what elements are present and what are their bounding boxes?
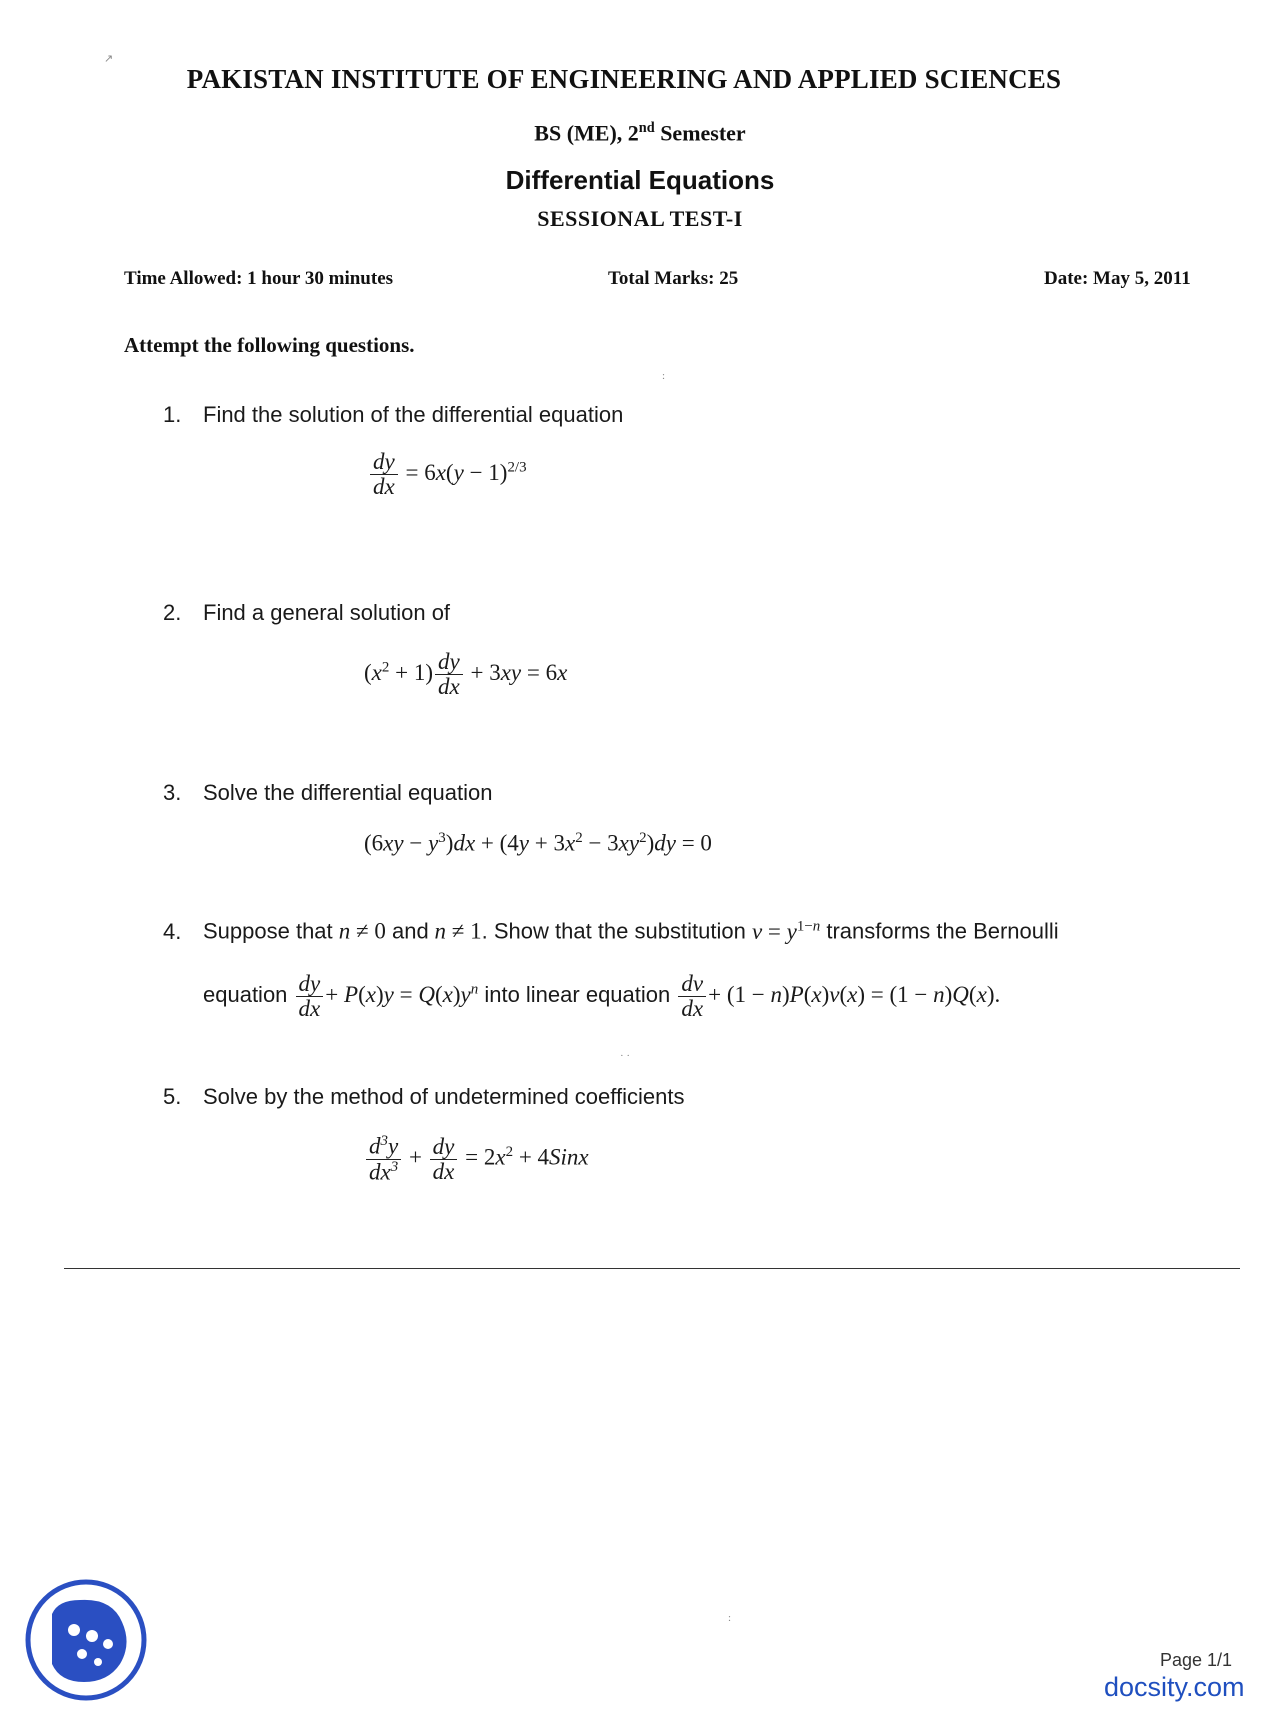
divider-line bbox=[64, 1268, 1240, 1269]
scan-speck: · · bbox=[620, 1050, 631, 1062]
equation-1: $\frac{dy}{dx}$ = $6x(y - 1)^{2/3}$ bbox=[368, 450, 527, 499]
question-3: 3. Solve the differential equation bbox=[163, 780, 493, 805]
program-line: BS (ME), 2nd Semester bbox=[534, 120, 746, 146]
equation-3: $(6xy - y^3)dx + (4y + 3x^2 - 3xy^2)dy = 0$ bbox=[364, 830, 712, 856]
question-4-line-2: equation $\frac{dy}{dx}$ + $P(x)y = Q(x)y^n$ into linear equation $\frac{dv}{dx}$ + (1 − n)P(x)v(x) = (1 − n)Q(x). bbox=[203, 971, 1001, 1022]
question-1: 1. Find the solution of the differential equation bbox=[163, 402, 624, 427]
question-4: 4. Suppose that n ≠ 0 and n ≠ 1. Show that the substitution $v = y^{1-n}$ transforms the Bernoulli bbox=[163, 918, 1059, 944]
test-title: SESSIONAL TEST-I bbox=[537, 206, 743, 231]
question-5: 5. Solve by the method of undetermined coefficients bbox=[163, 1084, 685, 1109]
subject-title: Differential Equations bbox=[505, 165, 775, 195]
scan-speck: : bbox=[728, 1612, 732, 1624]
equation-5: $\frac{d^3y}{dx^3}$ + $\frac{dy}{dx}$ = $2x^2$ + 4Sinx bbox=[364, 1134, 589, 1185]
instructions: Attempt the following questions. bbox=[124, 333, 415, 357]
equation-2: $(x^2 + 1)$ $\frac{dy}{dx}$ + 3xy = 6x bbox=[364, 649, 568, 700]
scan-speck: : bbox=[662, 370, 666, 382]
docsity-logo-icon bbox=[24, 1578, 148, 1702]
exam-date: Date: May 5, 2011 bbox=[1044, 268, 1191, 289]
total-marks: Total Marks: 25 bbox=[608, 268, 739, 289]
brand-name: docsity.com bbox=[1104, 1672, 1245, 1702]
page-number: Page 1/1 bbox=[1160, 1650, 1233, 1670]
institute-name: PAKISTAN INSTITUTE OF ENGINEERING AND APPLIED SCIENCES bbox=[186, 64, 1062, 94]
question-2: 2. Find a general solution of bbox=[163, 600, 451, 625]
time-allowed: Time Allowed: 1 hour 30 minutes bbox=[124, 268, 394, 289]
scan-speck: ↗ bbox=[104, 53, 114, 65]
